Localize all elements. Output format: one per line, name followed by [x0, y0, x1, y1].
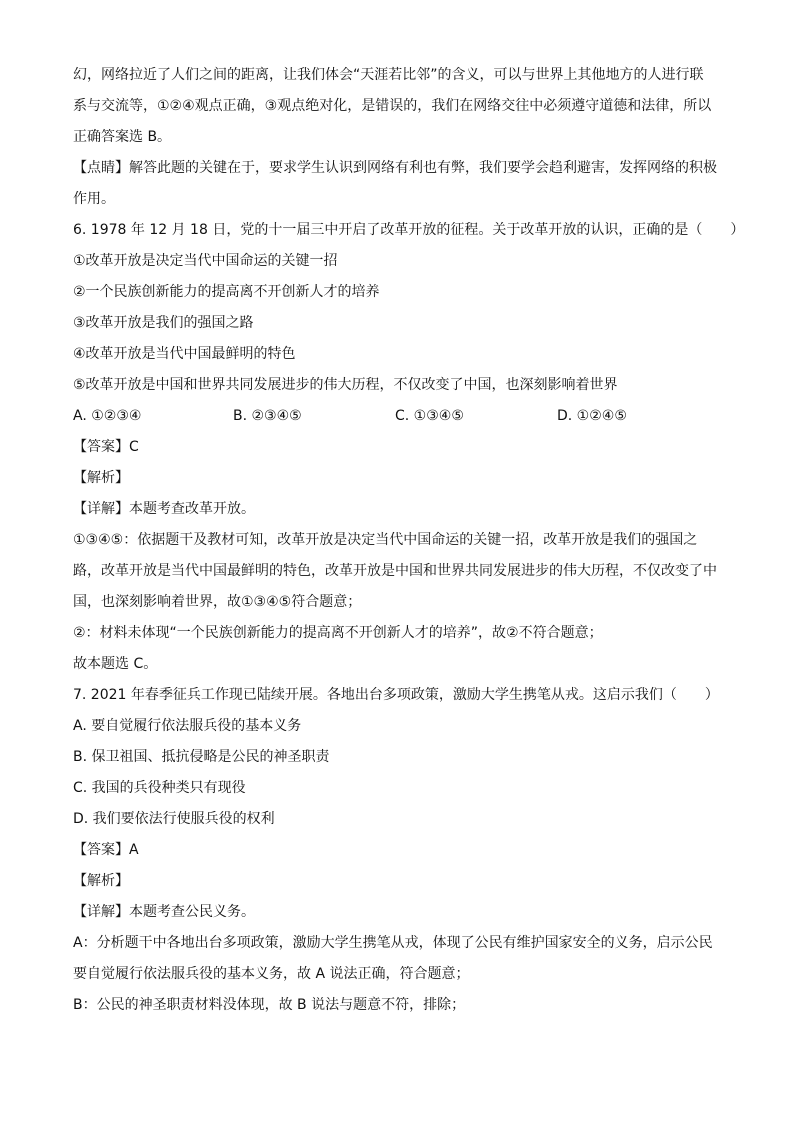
text-line: A：分析题干中各地出台多项政策，激励大学生携笔从戎，体现了公民有维护国家安全的义务，启示公民	[73, 935, 713, 951]
q6-statement-4: ④改革开放是当代中国最鲜明的特色	[73, 346, 296, 362]
question-7-stem: 7. 2021 年春季征兵工作现已陆续开展。各地出台多项政策，激励大学生携笔从戎。这启示我们（ ）	[73, 687, 719, 703]
q6-option-a: A. ①②③④	[73, 408, 142, 424]
q6-options	[73, 401, 723, 432]
text-line: 国，也深刻影响着世界，故①③④⑤符合题意；	[73, 594, 362, 610]
text-line: 故本题选 C。	[73, 656, 158, 672]
q6-statement-1: ①改革开放是决定当代中国命运的关键一招	[73, 253, 338, 269]
q7-detail: 【详解】本题考查公民义务。	[73, 904, 255, 920]
text-line: 【点睛】解答此题的关键在于，要求学生认识到网络有利也有弊，我们要学会趋利避害，发挥网络的积极	[73, 160, 717, 176]
text-line: ②：材料未体现“一个民族创新能力的提高离不开创新人才的培养”，故②不符合题意；	[73, 625, 603, 641]
text-line: 要自觉履行依法服兵役的基本义务，故 A 说法正确，符合题意；	[73, 966, 470, 982]
q6-statement-3: ③改革开放是我们的强国之路	[73, 315, 254, 331]
text-line: ①③④⑤：依据题干及教材可知，改革开放是决定当代中国命运的关键一招，改革开放是我们的强国之	[73, 532, 698, 548]
q7-option-c: C. 我国的兵役种类只有现役	[73, 780, 246, 796]
text-line: 正确答案选 B。	[73, 129, 172, 145]
q6-detail: 【详解】本题考查改革开放。	[73, 501, 255, 517]
text-line: 路，改革开放是当代中国最鲜明的特色，改革开放是中国和世界共同发展进步的伟大历程，不仅改变了中	[73, 563, 717, 579]
q6-option-c: C. ①③④⑤	[395, 408, 464, 424]
q6-statement-2: ②一个民族创新能力的提高离不开创新人才的培养	[73, 284, 380, 300]
text-line: 系与交流等，①②④观点正确，③观点绝对化，是错误的，我们在网络交往中必须遵守道德和法律，所以	[73, 98, 712, 114]
q6-option-d: D. ①②④⑤	[557, 408, 627, 424]
text-line: B：公民的神圣职责材料没体现，故 B 说法与题意不符，排除；	[73, 997, 466, 1013]
q6-statement-5: ⑤改革开放是中国和世界共同发展进步的伟大历程，不仅改变了中国，也深刻影响着世界	[73, 377, 618, 393]
text-line: 作用。	[73, 191, 115, 207]
q7-analysis-heading: 【解析】	[73, 873, 129, 889]
q6-analysis-heading: 【解析】	[73, 470, 129, 486]
q6-option-b: B. ②③④⑤	[233, 408, 302, 424]
q7-option-b: B. 保卫祖国、抵抗侵略是公民的神圣职责	[73, 749, 330, 765]
question-6-stem: 6. 1978 年 12 月 18 日，党的十一届三中开启了改革开放的征程。关于改革开放的认识，正确的是（ ）	[73, 222, 745, 238]
text-line: 幻，网络拉近了人们之间的距离，让我们体会“天涯若比邻”的含义，可以与世界上其他地方的人进行联	[73, 67, 704, 83]
q7-answer: 【答案】A	[73, 842, 139, 858]
q7-option-a: A. 要自觉履行依法服兵役的基本义务	[73, 718, 302, 734]
q6-answer: 【答案】C	[73, 439, 139, 455]
q7-option-d: D. 我们要依法行使服兵役的权利	[73, 811, 275, 827]
document-page	[73, 60, 745, 1021]
